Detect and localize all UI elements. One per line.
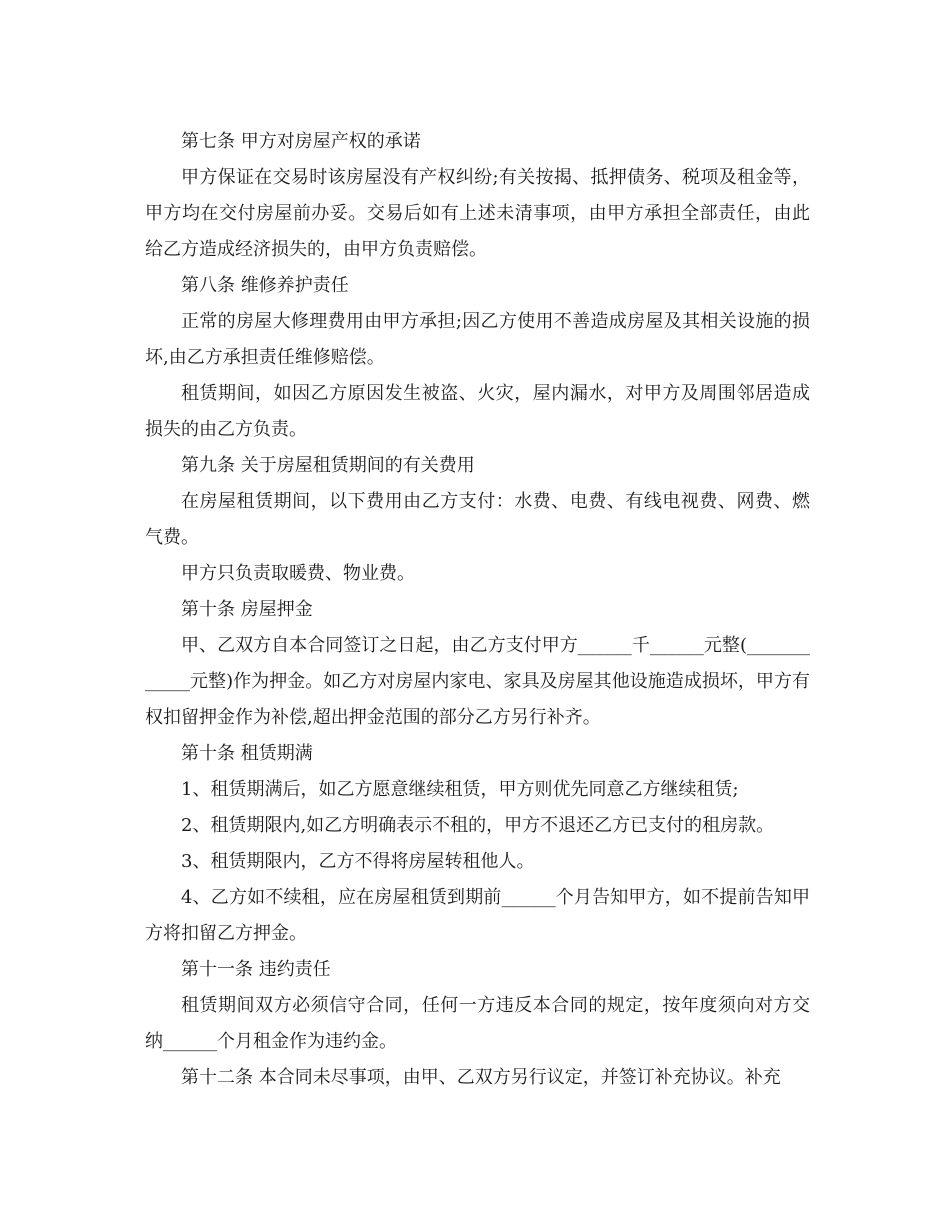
article-9-body-2: 甲方只负责取暖费、物业费。 [181,563,415,584]
article-10-body: 甲、乙双方自本合同签订之日起，由乙方支付甲方______千______元整(____________元整)作为押金。如乙方对房屋内家电、家具及房屋其他设施造成损坏，甲方有权扣留押金作为补偿,超出押金范围的部分乙方另行补齐。 [145,635,810,728]
article-9-body-1: 在房屋租赁期间，以下费用由乙方支付：水费、电费、有线电视费、网费、燃气费。 [145,491,810,548]
article-10b-heading: 第十条 租赁期满 [181,743,313,764]
article-7-body: 甲方保证在交易时该房屋没有产权纠纷;有关按揭、抵押债务、税项及租金等，甲方均在交付房屋前办妥。交易后如有上述未清事项，由甲方承担全部责任，由此给乙方造成经济损失的，由甲方负责赔偿。 [145,167,810,260]
article-10b-item-2: 2、租赁期限内,如乙方明确表示不租的，甲方不退还乙方已支付的租房款。 [181,815,775,836]
article-9-heading: 第九条 关于房屋租赁期间的有关费用 [181,455,475,476]
article-10-heading: 第十条 房屋押金 [181,599,313,620]
article-8-heading: 第八条 维修养护责任 [181,275,349,296]
article-8-body-2: 租赁期间，如因乙方原因发生被盗、火灾，屋内漏水，对甲方及周围邻居造成损失的由乙方负责。 [145,383,810,440]
article-12-body: 第十二条 本合同未尽事项，由甲、乙双方另行议定，并签订补充协议。补充 [181,1067,781,1088]
article-11-body: 租赁期间双方必须信守合同，任何一方违反本合同的规定，按年度须向对方交纳______个月租金作为违约金。 [145,995,810,1052]
document-body [145,124,810,1096]
article-10b-item-4: 4、乙方如不续租，应在房屋租赁到期前______个月告知甲方，如不提前告知甲方将扣留乙方押金。 [145,887,810,944]
article-10b-item-1: 1、租赁期满后，如乙方愿意继续租赁，甲方则优先同意乙方继续租赁; [181,779,739,800]
article-10b-item-3: 3、租赁期限内，乙方不得将房屋转租他人。 [181,851,535,872]
article-7-heading: 第七条 甲方对房屋产权的承诺 [181,131,421,152]
article-8-body-1: 正常的房屋大修理费用由甲方承担;因乙方使用不善造成房屋及其相关设施的损坏,由乙方承担责任维修赔偿。 [145,311,810,368]
article-11-heading: 第十一条 违约责任 [181,959,331,980]
